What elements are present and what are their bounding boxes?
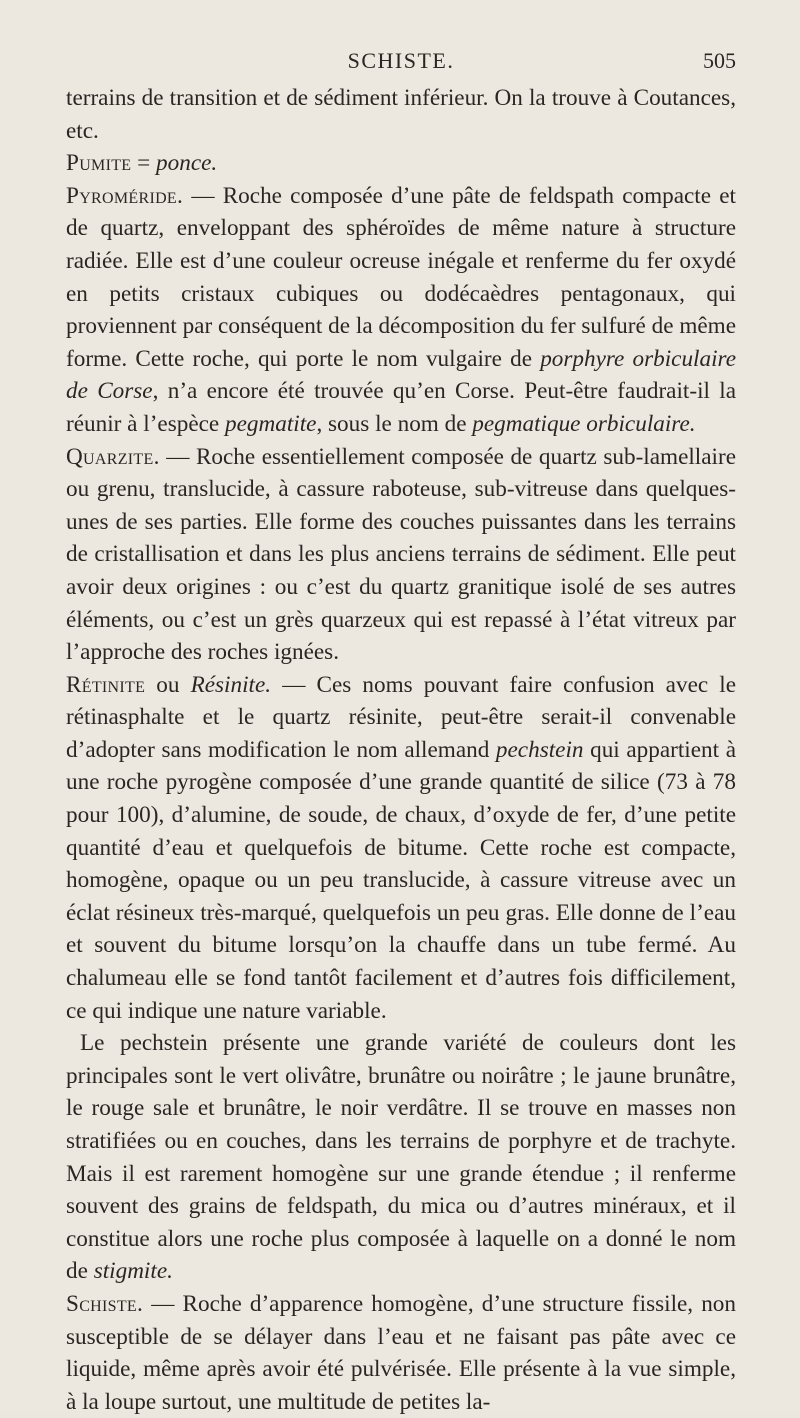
italic-text: Résinite. xyxy=(190,671,272,698)
page-number: 505 xyxy=(703,48,736,73)
paragraph-pechstein xyxy=(66,1027,736,1288)
running-title: SCHISTE. xyxy=(347,48,455,73)
entry-retinite xyxy=(66,669,736,1028)
text-run: terrains de transition et de sédiment inférieur. On la trouve à Coutances, etc. xyxy=(66,85,736,144)
italic-text: pechstein xyxy=(495,736,584,763)
entry-term: Quarzite. xyxy=(66,443,160,470)
italic-text: stigmite. xyxy=(93,1258,173,1285)
text-run: — Roche composée d’une pâte de feldspath compacte et de quartz, enveloppant des sphéroïdes de même nature à structure radiée. Elle est d’une couleur ocreuse inégale et renferme du fer oxydé en petits cristaux cubiques ou dodécaèdres pentagonaux, qui proviennent par conséquent de la décomposition du fer sulfuré de même forme. Cette roche, qui porte le nom vulgaire de xyxy=(66,182,736,372)
text-run: , sous le nom de xyxy=(316,410,473,437)
text-run: = xyxy=(131,150,157,177)
entry-term: Schiste. xyxy=(66,1290,144,1317)
italic-text: porphyre orbiculaire de Corse xyxy=(66,345,736,405)
italic-text: pegmatique orbiculaire. xyxy=(472,410,696,437)
italic-text: ponce. xyxy=(156,150,218,177)
text-run: — Roche d’apparence homogène, d’une structure fissile, non susceptible de se délayer dans l’eau et ne faisant pas pâte avec ce liquide, même après avoir été pulvérisée. Elle présente à la vue simple, à la loupe surtout, une multitude de petites la- xyxy=(66,1290,736,1415)
text-run: ou xyxy=(145,671,191,698)
paragraph xyxy=(66,82,736,147)
entry-pumite xyxy=(66,147,736,180)
text-run: — Roche essentiellement composée de quartz sub-lamellaire ou grenu, translucide, à cassure raboteuse, sub-vitreuse dans quelques-unes de ses parties. Elle forme des couches puissantes dans les terrains de cristallisation et dans les plus anciens terrains de sédiment. Elle peut avoir deux origines : ou c’est du quartz granitique isolé de ses autres éléments, ou c’est un grès quarzeux qui est repassé à l’état vitreux par l’approche des roches ignées. xyxy=(66,443,736,666)
page-header xyxy=(66,48,736,78)
entry-term: Pumite xyxy=(66,150,132,177)
entry-pyromeride xyxy=(66,180,736,441)
entry-schiste xyxy=(66,1288,736,1418)
body-text xyxy=(66,82,736,1418)
entry-term: Pyroméride. xyxy=(66,182,184,209)
entry-term: Rétinite xyxy=(66,671,146,698)
text-run: qui appartient à une roche pyrogène composée d’une grande quantité de silice (73 à 78 pour 100), d’alumine, de soude, de chaux, d’oxyde de fer, d’une petite quantité d’eau et quelquefois de bitume. Cette roche est compacte, homogène, opaque ou un peu translucide, à cassure vitreuse avec un éclat résineux très-marqué, quelquefois un peu gras. Elle donne de l’eau et souvent du bitume lorsqu’on la chauffe dans un tube fermé. Au chalumeau elle se fond tantôt facilement et d’autres fois difficilement, ce qui indique une nature variable. xyxy=(66,736,736,1024)
text-run: , n’a encore été trouvée qu’en Corse. Peut-être faudrait-il la réunir à l’espèce xyxy=(66,378,736,437)
italic-text: pegmatite xyxy=(225,410,317,437)
entry-quarzite xyxy=(66,441,736,669)
text-run: Le pechstein présente une grande variété de couleurs dont les principales sont le vert olivâtre, brunâtre ou noirâtre ; le jaune brunâtre, le rouge sale et brunâtre, le noir verdâtre. Il se trouve en masses non stratifiées ou en couches, dans les terrains de porphyre et de trachyte. Mais il est rarement homogène sur une grande étendue ; il renferme souvent des grains de feldspath, du mica ou d’autres minéraux, et il constitue alors une roche plus composée à laquelle on a donné le nom de xyxy=(66,1030,736,1285)
text-run: — Ces noms pouvant faire confusion avec le rétinasphalte et le quartz résinite, peut-être serait-il convenable d’adopter sans modification le nom allemand xyxy=(66,671,736,763)
